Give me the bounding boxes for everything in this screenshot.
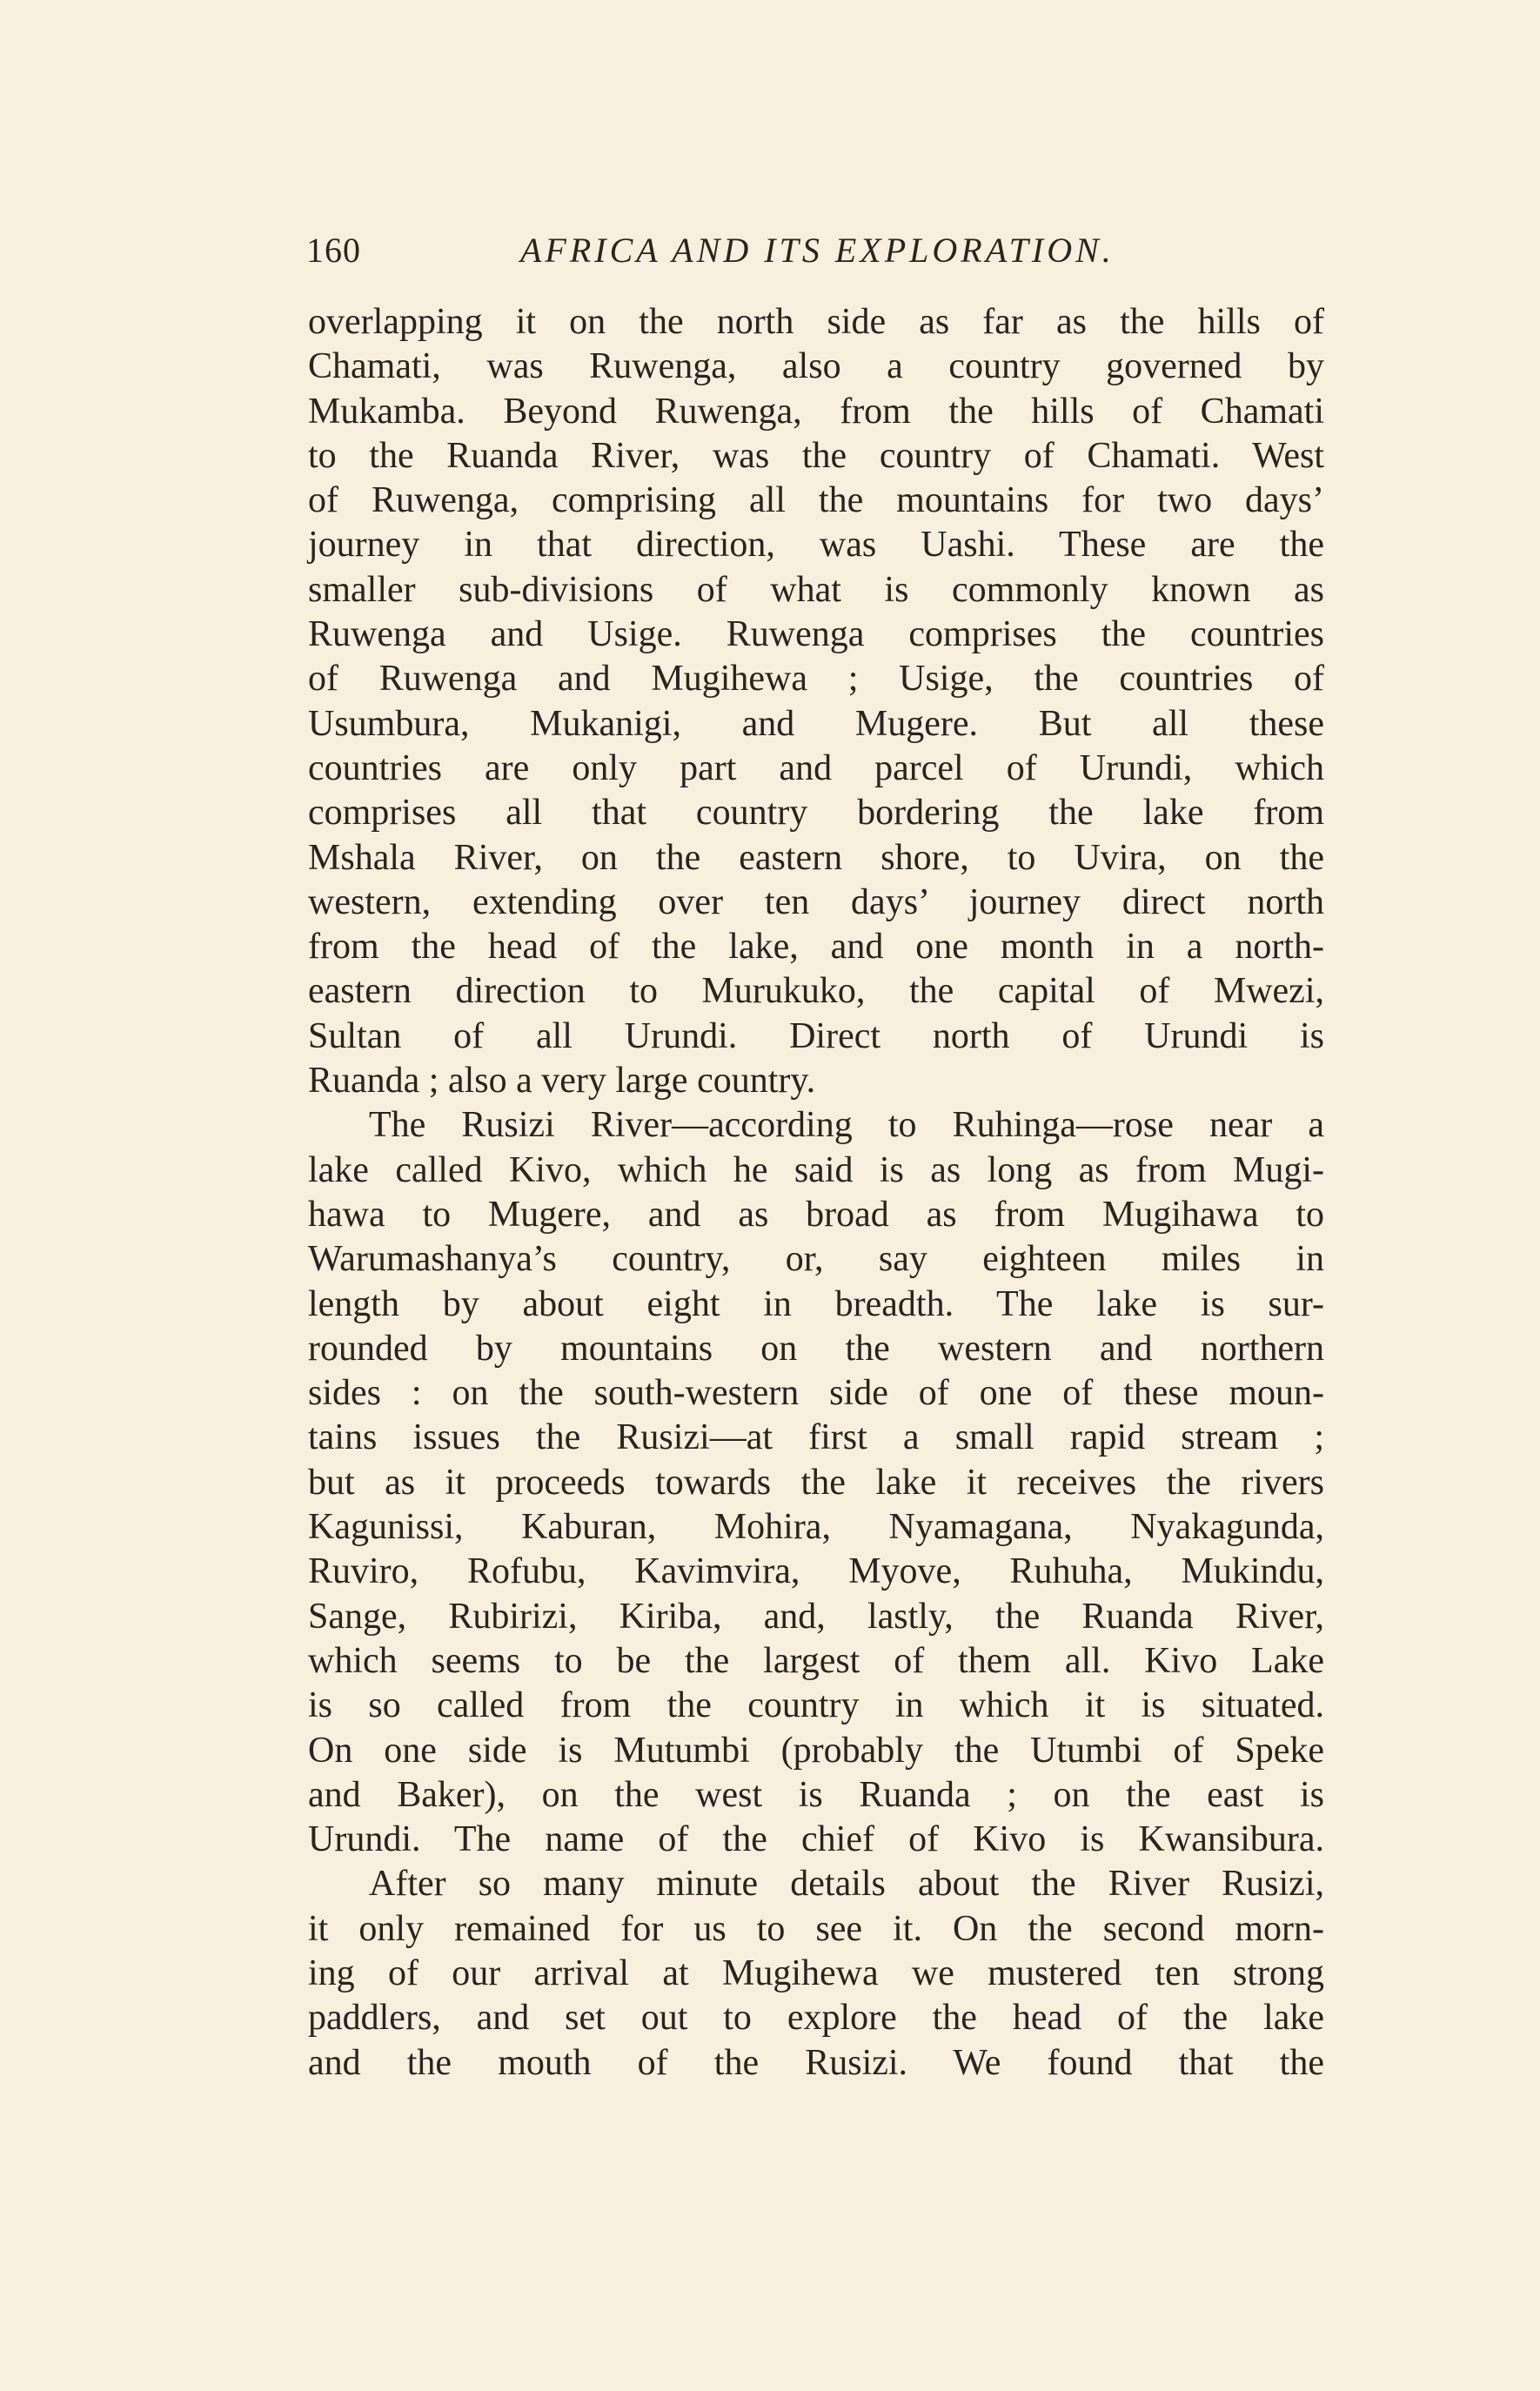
text-line: smaller sub-divisions of what is commonly known as <box>308 569 1324 610</box>
text-line: which seems to be the largest of them all. Kivo Lake <box>308 1640 1324 1681</box>
body-text <box>308 300 1324 2086</box>
text-line: Ruanda ; also a very large country. <box>308 1061 816 1102</box>
text-line: countries are only part and parcel of Urundi, which <box>308 747 1324 788</box>
text-line: of Ruwenga and Mugihewa ; Usige, the countries of <box>308 659 1324 700</box>
text-line: Chamati, was Ruwenga, also a country governed by <box>308 346 1324 387</box>
text-line: The Rusizi River—according to Ruhinga—rose near a <box>369 1105 1324 1146</box>
text-line: After so many minute details about the River Rusizi, <box>369 1864 1324 1905</box>
text-line: Urundi. The name of the chief of Kivo is Kwansibura. <box>308 1819 1324 1860</box>
text-line: ing of our arrival at Mugihewa we mustered ten strong <box>308 1952 1324 1993</box>
running-title: AFRICA AND ITS EXPLORATION. <box>520 231 1115 270</box>
text-line: On one side is Mutumbi (probably the Utumbi of Speke <box>308 1730 1324 1771</box>
text-line: but as it proceeds towards the lake it receives the rivers <box>308 1462 1324 1503</box>
text-line: paddlers, and set out to explore the head of the lake <box>308 1998 1324 2039</box>
text-line: journey in that direction, was Uashi. These are the <box>308 525 1324 566</box>
text-line: Mukamba. Beyond Ruwenga, from the hills of Chamati <box>308 391 1324 432</box>
text-line: comprises all that country bordering the lake from <box>308 793 1324 834</box>
text-line: sides : on the south-western side of one of these moun- <box>308 1373 1324 1414</box>
text-line: Ruviro, Rofubu, Kavimvira, Myove, Ruhuha, Mukindu, <box>308 1551 1324 1592</box>
text-line: hawa to Mugere, and as broad as from Mugihawa to <box>308 1194 1324 1235</box>
text-line: Mshala River, on the eastern shore, to Uvira, on the <box>308 837 1324 878</box>
text-line: and the mouth of the Rusizi. We found that the <box>308 2042 1324 2083</box>
text-line: eastern direction to Murukuko, the capital of Mwezi, <box>308 971 1324 1012</box>
text-line: overlapping it on the north side as far as the hills of <box>308 302 1324 342</box>
text-line: length by about eight in breadth. The lake is sur- <box>308 1283 1324 1324</box>
text-line: of Ruwenga, comprising all the mountains for two days’ <box>308 480 1324 521</box>
text-line: Kagunissi, Kaburan, Mohira, Nyamagana, Nyakagunda, <box>308 1507 1324 1548</box>
text-line: to the Ruanda River, was the country of Chamati. West <box>308 435 1324 476</box>
running-head <box>306 224 1331 277</box>
text-line: Warumashanya’s country, or, say eighteen miles in <box>308 1239 1324 1280</box>
text-line: is so called from the country in which it is situated. <box>308 1685 1324 1726</box>
text-line: it only remained for us to see it. On the second morn- <box>308 1908 1324 1949</box>
text-line: tains issues the Rusizi—at first a small rapid stream ; <box>308 1417 1324 1458</box>
text-line: Ruwenga and Usige. Ruwenga comprises the countries <box>308 614 1324 655</box>
text-line: Sange, Rubirizi, Kiriba, and, lastly, the Ruanda River, <box>308 1596 1324 1637</box>
page-number: 160 <box>306 231 361 270</box>
text-line: and Baker), on the west is Ruanda ; on the east is <box>308 1774 1324 1815</box>
text-line: western, extending over ten days’ journey direct north <box>308 881 1324 922</box>
text-line: from the head of the lake, and one month in a north- <box>308 927 1324 968</box>
text-line: rounded by mountains on the western and northern <box>308 1328 1324 1369</box>
text-line: lake called Kivo, which he said is as long as from Mugi- <box>308 1149 1324 1190</box>
text-line: Usumbura, Mukanigi, and Mugere. But all these <box>308 703 1324 744</box>
text-line: Sultan of all Urundi. Direct north of Urundi is <box>308 1015 1324 1056</box>
